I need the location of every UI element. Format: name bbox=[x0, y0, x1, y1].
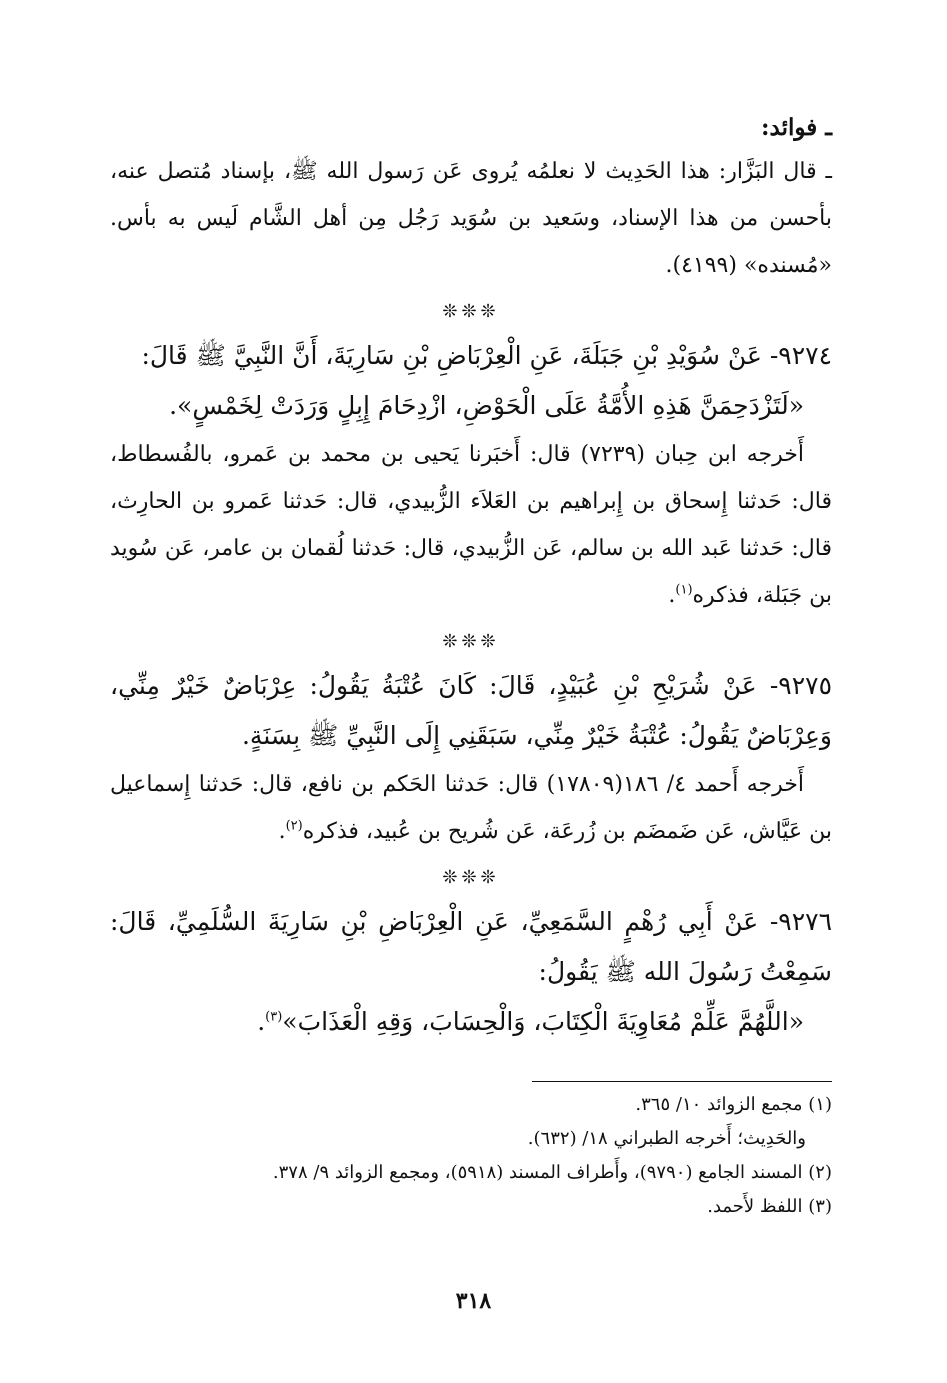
hadith-9276-line-2: «اللَّهُمَّ عَلِّمْ مُعَاوِيَةَ الْكِتَابَ، وَالْحِسَابَ، وَقِهِ الْعَذَابَ»$^{(٣)}$. bbox=[257, 1007, 804, 1036]
footnote-1: (١) مجمع الزوائد ١٠/ ٣٦٥. bbox=[635, 1094, 832, 1115]
fawaid-text: ـ قال البَزَّار: هذا الحَدِيث لا نعلمُه يُروى عَن رَسول الله ﷺ، بإسناد مُتصل عنه، بأحسن من هذا الإسناد، وسَعيد بن سُوَيد رَجُل مِن أهل الشَّام لَيس به بأس. «مُسنده» (٤١٩٩). bbox=[110, 159, 832, 278]
footnote-ref-3: (٣) bbox=[265, 1009, 283, 1025]
hadith-9276-line-1: ٩٢٧٦- عَنْ أَبِي رُهْمٍ السَّمَعِيِّ، عَنِ الْعِرْبَاضِ بْنِ سَارِيَةَ السُّلَمِيِّ، قَالَ: سَمِعْتُ رَسُولَ الله ﷺ يَقُولُ: bbox=[110, 907, 832, 986]
footnote-divider bbox=[532, 1081, 832, 1082]
footnote-ref-2: (٢) bbox=[285, 818, 303, 834]
hadith-9274-line-2: «لَتَزْدَحِمَنَّ هَذِهِ الأُمَّةُ عَلَى الْحَوْضِ، ازْدِحَامَ إِبِلٍ وَرَدَتْ لِخَمْسٍ». bbox=[169, 391, 804, 420]
separator-1: ❊❊❊ bbox=[442, 301, 500, 322]
separator-2: ❊❊❊ bbox=[442, 631, 500, 652]
takhrij-text: أَخرجه أَحمد ٤/ ١٨٦(١٧٨٠٩) قال: حَدثنا الحَكم بن نافع، قال: حَدثنا إِسماعيل بن عَيَّاش، عَن ضَمضَم بن زُرعَة، عَن شُريح بن عُبيد، فذكره bbox=[110, 772, 832, 844]
separator-3: ❊❊❊ bbox=[442, 867, 500, 888]
page-number: ٣١٨ bbox=[455, 1288, 492, 1314]
footnote-3: (٣) اللفظ لأَحمد. bbox=[707, 1196, 832, 1217]
hadith-quote-text: «اللَّهُمَّ عَلِّمْ مُعَاوِيَةَ الْكِتَابَ، وَالْحِسَابَ، وَقِهِ الْعَذَابَ» bbox=[282, 1007, 804, 1036]
fawaid-heading: ـ فوائد: bbox=[761, 114, 832, 141]
page-body bbox=[110, 108, 832, 1224]
footnote-1-continued: والحَدِيث؛ أَخرجه الطبراني ١٨/ (٦٣٢). bbox=[527, 1128, 806, 1149]
footnote-ref-1: (١) bbox=[675, 582, 693, 598]
takhrij-text: أَخرجه ابن حِبان (٧٢٣٩) قال: أَخبَرنا يَحيى بن محمد بن عَمرو، بالفُسطاط، قال: حَدثنا إِسحاق بن إِبراهيم بن العَلاَء الزُّبيدي، قال: حَدثنا عَمرو بن الحارِث، قال: حَدثنا عَبد الله بن سالم، عَن الزُّبيدي، قال: حَدثنا لُقمان بن عامر، عَن سُويد بن جَبَلة، فذكره bbox=[110, 442, 832, 608]
hadith-9275-text: ٩٢٧٥- عَنْ شُرَيْحِ بْنِ عُبَيْدٍ، قَالَ: كَانَ عُتْبَةُ يَقُولُ: عِرْبَاضٌ خَيْرٌ مِنِّي، وَعِرْبَاضٌ يَقُولُ: عُتْبَةُ خَيْرٌ مِنِّي، سَبَقَنِي إِلَى النَّبِيِّ ﷺ بِسَنَةٍ. bbox=[110, 671, 832, 750]
hadith-9274-line-1: ٩٢٧٤- عَنْ سُوَيْدِ بْنِ جَبَلَةَ، عَنِ الْعِرْبَاضِ بْنِ سَارِيَةَ، أَنَّ النَّبِيَّ ﷺ قَالَ: bbox=[141, 341, 832, 370]
hadith-9275-takhrij: أَخرجه أَحمد ٤/ ١٨٦(١٧٨٠٩) قال: حَدثنا الحَكم بن نافع، قال: حَدثنا إِسماعيل بن عَيَّاش، عَن ضَمضَم بن زُرعَة، عَن شُريح بن عُبيد، فذكره$^{(٢)}$. bbox=[110, 772, 832, 844]
footnote-2: (٢) المسند الجامع (٩٧٩٠)، وأَطراف المسند (٥٩١٨)، ومجمع الزوائد ٩/ ٣٧٨. bbox=[272, 1162, 832, 1183]
hadith-9274-takhrij: أَخرجه ابن حِبان (٧٢٣٩) قال: أَخبَرنا يَحيى بن محمد بن عَمرو، بالفُسطاط، قال: حَدثنا إِسحاق بن إِبراهيم بن العَلاَء الزُّبيدي، قال: حَدثنا عَمرو بن الحارِث، قال: حَدثنا عَبد الله بن سالم، عَن الزُّبيدي، قال: حَدثنا لُقمان بن عامر، عَن سُويد بن جَبَلة، فذكره$^{(١)}$. bbox=[110, 442, 832, 608]
